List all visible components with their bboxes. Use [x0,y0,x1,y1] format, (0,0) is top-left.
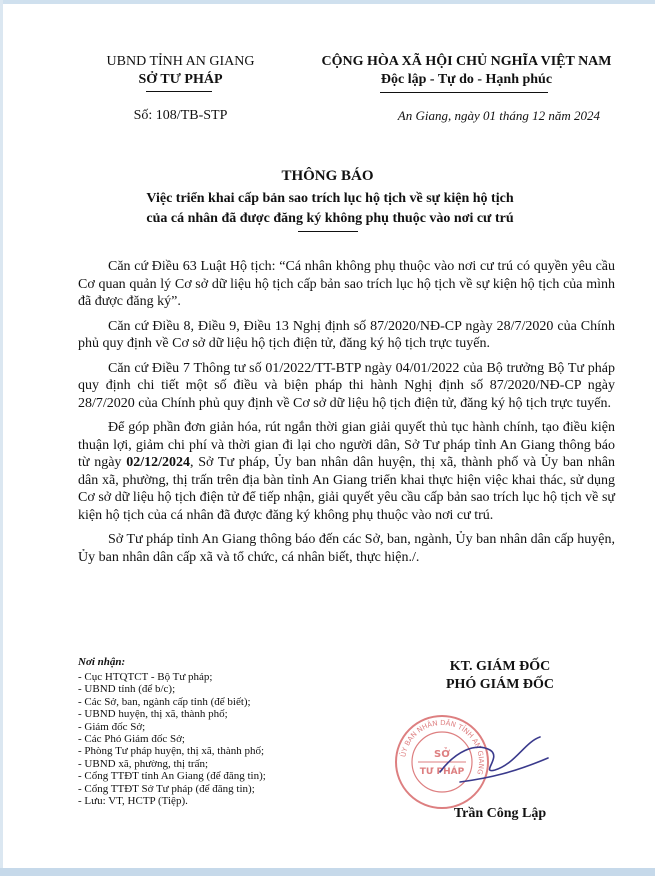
paragraph-legal-basis-3: Căn cứ Điều 7 Thông tư số 01/2022/TT-BTP ngày 04/01/2022 của Bộ trưởng Bộ Tư pháp quy định chi tiết một số điều và biện pháp thi hành Nghị định số 87/2020/NĐ-CP ngày 28/7/2020 của Chính phủ quy định về Cơ sở dữ liệu hộ tịch điện tử, đăng ký hộ tịch trực tuyến. [78,360,615,411]
paragraph-closing: Sở Tư pháp tỉnh An Giang thông báo đến các Sở, ban, ngành, Ủy ban nhân dân cấp huyện, Ủy ban nhân dân cấp xã và tổ chức, cá nhân biết, thực hiện./. [78,532,615,565]
subtitle-underline [298,231,358,232]
issue-date: An Giang, ngày 01 tháng 12 năm 2024 [397,108,600,123]
department-underline [146,91,212,92]
recipient-item: - Các Sở, ban, ngành cấp tỉnh (để biết); [78,695,251,708]
paragraph-legal-basis-1: Căn cứ Điều 63 Luật Hộ tịch: “Cá nhân không phụ thuộc vào nơi cư trú có quyền yêu cầu Cơ quan quản lý Cơ sở dữ liệu hộ tịch cấp bản sao trích lục hộ tịch về sự kiện hộ tịch của mình đã được đăng ký”. [78,259,615,309]
recipient-item: - Cục HTQTCT - Bộ Tư pháp; [78,671,213,683]
recipient-item: - Các Phó Giám đốc Sở; [78,733,185,746]
effective-date: 02/12/2024 [126,455,190,470]
seal-ring-text: ỦY BAN NHÂN DÂN TỈNH AN GIANG [399,718,486,776]
recipient-item: - Phòng Tư pháp huyện, thị xã, thành phố; [78,745,265,758]
signatory-position: PHÓ GIÁM ĐỐC [445,677,555,692]
frame-left [0,0,3,876]
recipients-title: Nơi nhận: [78,656,126,668]
signer-name: Trần Công Lập [453,806,547,821]
frame-bottom [0,868,655,876]
recipient-item: - UBND tỉnh (để b/c); [78,683,176,696]
recipient-item: - Giám đốc Sở; [78,720,146,733]
recipient-item: - UBND xã, phường, thị trấn; [78,757,209,770]
issuing-department: SỞ TƯ PHÁP [138,72,223,87]
announcement-text-start: Để góp phần đơn giản hóa, rút ngắn thời gian giải quyết thủ tục hành chính, tạo điều kiện thuận lợi, giảm chi phí và thời gian đi lại cho người dân, Sở Tư pháp tỉnh An Giang thông báo từ ngày [78,420,615,470]
announcement-text-end: , Sở Tư pháp, Ủy ban nhân dân huyện, thị xã, thành phố và Ủy ban nhân dân xã, phường, thị trấn trên địa bàn tỉnh An Giang triển khai thực hiện việc khai thác, sử dụng Cơ sở dữ liệu hộ tịch điện tử để tiếp nhận, giải quyết yêu cầu cấp bản sao trích lục hộ tịch về sự kiện hộ tịch của cá nhân đã được đăng ký không phụ thuộc vào nơi cư trú. [78,455,615,523]
document-body [78,258,615,573]
recipient-item: - Cổng TTĐT Sở Tư pháp (để đăng tin); [78,782,255,795]
national-motto: Độc lập - Tự do - Hạnh phúc [380,72,553,87]
document-title: THÔNG BÁO [281,168,374,184]
recipient-item: - Lưu: VT, HCTP (Tiệp). [78,795,188,808]
motto-underline [380,92,548,93]
recipient-item: - Cổng TTĐT tỉnh An Giang (để đăng tin); [78,770,266,783]
issuing-agency: UBND TỈNH AN GIANG [106,54,255,69]
recipient-item: - UBND huyện, thị xã, thành phố; [78,708,228,721]
national-title: CỘNG HÒA XÃ HỘI CHỦ NGHĨA VIỆT NAM [321,54,612,69]
subtitle-line-1: Việc triển khai cấp bản sao trích lục hộ tịch về sự kiện hộ tịch [146,191,514,206]
signature-stroke [440,737,548,782]
seal-bottom-text: TƯ PHÁP [419,767,465,777]
handwritten-signature [420,712,560,802]
recipients-list [78,671,358,807]
paragraph-announcement [78,419,615,524]
frame-top [0,0,655,4]
seal-top-text: SỞ [434,749,450,760]
signatory-on-behalf: KT. GIÁM ĐỐC [449,659,551,674]
paragraph-legal-basis-2: Căn cứ Điều 8, Điều 9, Điều 13 Nghị định số 87/2020/NĐ-CP ngày 28/7/2020 của Chính phủ quy định về Cơ sở dữ liệu hộ tịch điện tử, đăng ký hộ tịch trực tuyến. [78,318,615,351]
document-number: Số: 108/TB-STP [133,108,228,123]
subtitle-line-2: của cá nhân đã được đăng ký không phụ thuộc vào nơi cư trú [146,211,514,226]
document-subtitle [100,189,560,229]
